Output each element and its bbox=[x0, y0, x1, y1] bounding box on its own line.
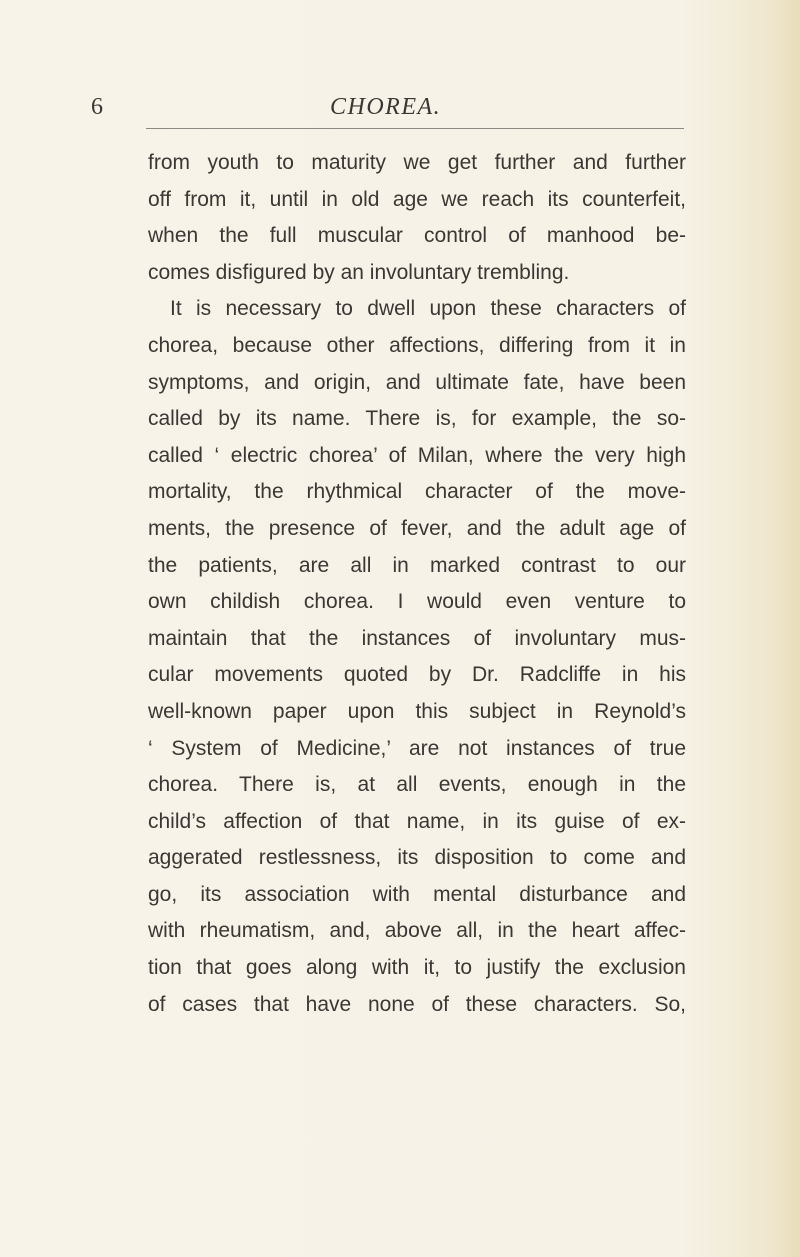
running-title: CHOREA. bbox=[330, 94, 442, 120]
text-line: called by its name. There is, for example, the so- bbox=[148, 407, 686, 431]
text-line: It is necessary to dwell upon these characters of bbox=[170, 297, 686, 321]
text-line: with rheumatism, and, above all, in the heart affec- bbox=[148, 919, 686, 943]
text-line: chorea, because other affections, differing from it in bbox=[148, 333, 686, 357]
text-line: cular movements quoted by Dr. Radcliffe in his bbox=[148, 663, 686, 687]
text-line: the patients, are all in marked contrast to our bbox=[148, 553, 686, 577]
text-line: called ‘ electric chorea’ of Milan, where the very high bbox=[148, 443, 686, 467]
text-line: well-known paper upon this subject in Reynold’s bbox=[148, 699, 686, 723]
text-line: child’s affection of that name, in its guise of ex- bbox=[148, 809, 686, 833]
text-line: own childish chorea. I would even venture to bbox=[148, 590, 686, 614]
text-line: of cases that have none of these characters. So, bbox=[148, 992, 686, 1016]
text-line: aggerated restlessness, its disposition to come and bbox=[148, 846, 686, 870]
running-head bbox=[0, 92, 800, 122]
text-line: off from it, until in old age we reach its counterfeit, bbox=[148, 187, 686, 211]
text-line: ments, the presence of fever, and the adult age of bbox=[148, 516, 686, 540]
page-number: 6 bbox=[91, 94, 103, 120]
text-line: tion that goes along with it, to justify the exclusion bbox=[148, 956, 686, 980]
text-line: from youth to maturity we get further and further bbox=[148, 151, 686, 174]
text-line: maintain that the instances of involuntary mus- bbox=[148, 626, 686, 650]
text-line: comes disfigured by an involuntary trembling. bbox=[148, 260, 570, 284]
header-rule bbox=[146, 128, 684, 129]
text-line: symptoms, and origin, and ultimate fate, have been bbox=[148, 370, 686, 394]
text-line: mortality, the rhythmical character of the move- bbox=[148, 480, 686, 504]
text-line: when the full muscular control of manhood be- bbox=[148, 224, 686, 248]
text-line: go, its association with mental disturbance and bbox=[148, 882, 686, 906]
text-line: ‘ System of Medicine,’ are not instances of true bbox=[148, 736, 686, 760]
text-line: chorea. There is, at all events, enough in the bbox=[148, 773, 686, 797]
body-text bbox=[148, 145, 686, 1023]
